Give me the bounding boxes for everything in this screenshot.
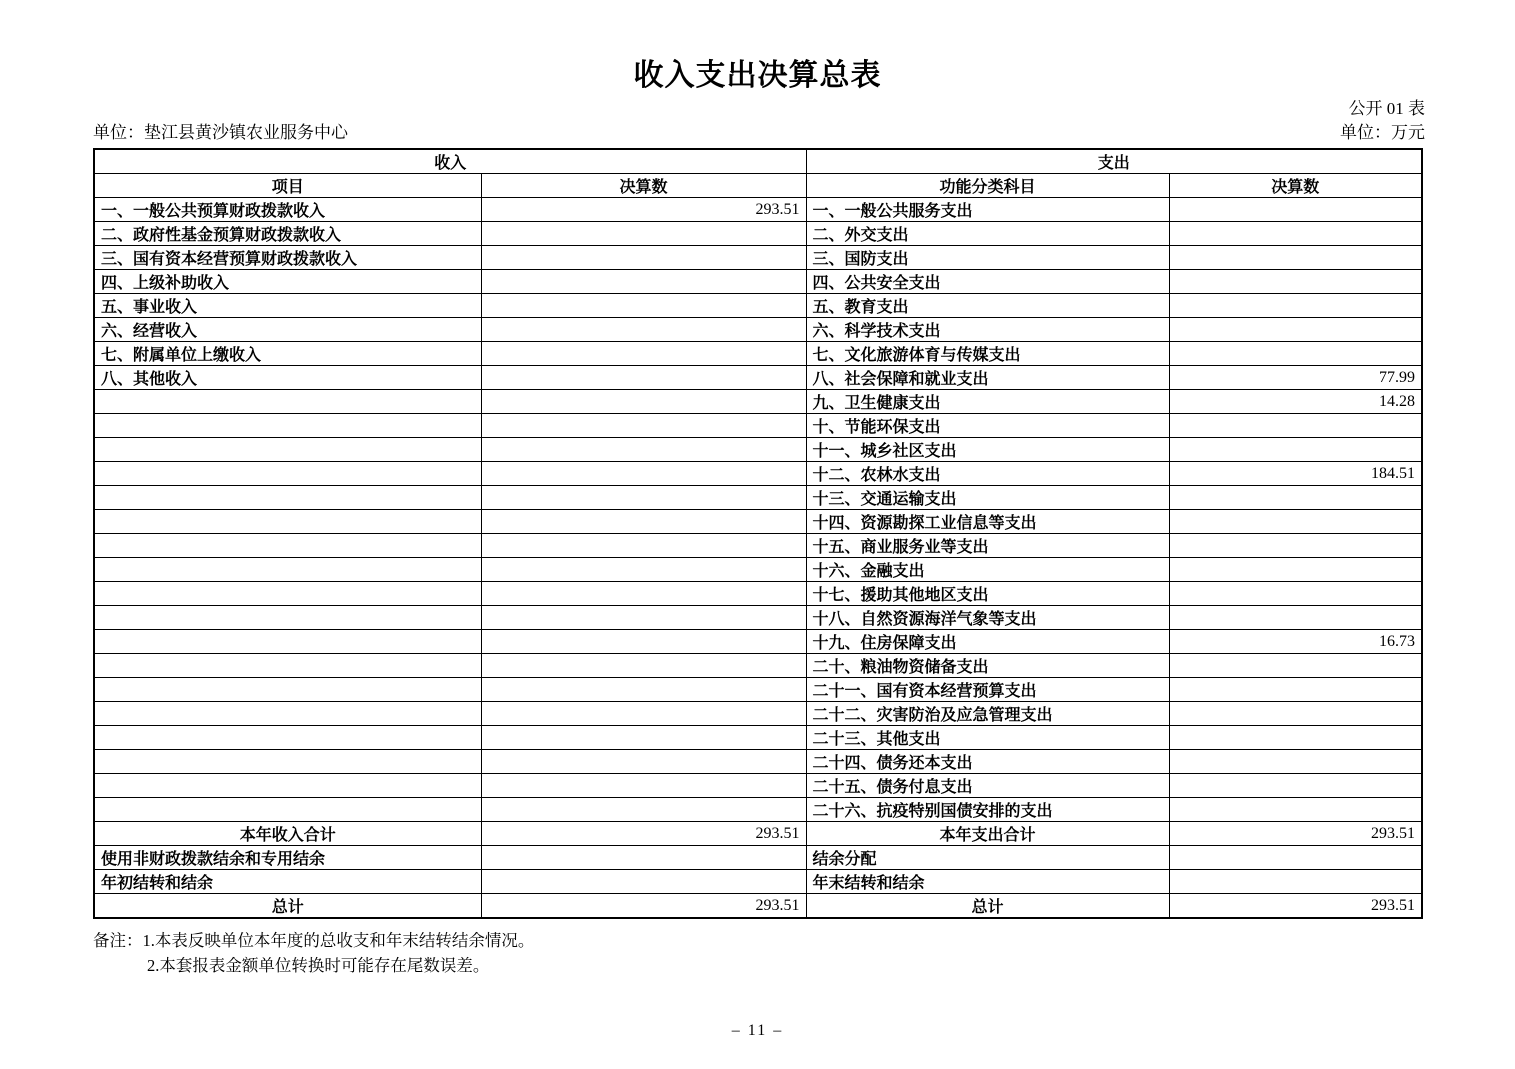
expense-item-cell: 二十二、灾害防治及应急管理支出 bbox=[806, 702, 1169, 726]
table-row bbox=[94, 846, 1422, 870]
income-value-cell: 293.51 bbox=[481, 894, 806, 919]
expense-value-cell bbox=[1169, 486, 1422, 510]
expense-item-cell: 十三、交通运输支出 bbox=[806, 486, 1169, 510]
expense-item-cell: 七、文化旅游体育与传媒支出 bbox=[806, 342, 1169, 366]
section-header-row bbox=[94, 149, 1422, 174]
income-item-cell bbox=[94, 486, 481, 510]
expense-item-cell: 二十五、债务付息支出 bbox=[806, 774, 1169, 798]
table-row bbox=[94, 870, 1422, 894]
expense-item-cell: 二十三、其他支出 bbox=[806, 726, 1169, 750]
table-row bbox=[94, 222, 1422, 246]
table-row bbox=[94, 342, 1422, 366]
income-item-col-header: 项目 bbox=[94, 174, 481, 198]
table-row bbox=[94, 558, 1422, 582]
expense-item-cell: 十九、住房保障支出 bbox=[806, 630, 1169, 654]
table-code: 公开 01 表 bbox=[1348, 99, 1425, 118]
expense-value-cell bbox=[1169, 534, 1422, 558]
table-body bbox=[94, 198, 1422, 919]
income-item-cell bbox=[94, 678, 481, 702]
income-item-cell bbox=[94, 606, 481, 630]
expense-item-cell: 十八、自然资源海洋气象等支出 bbox=[806, 606, 1169, 630]
income-value-cell bbox=[481, 702, 806, 726]
income-value-cell bbox=[481, 558, 806, 582]
unit-measure: 单位：万元 bbox=[1340, 123, 1425, 142]
income-value-cell bbox=[481, 774, 806, 798]
table-row bbox=[94, 198, 1422, 222]
expense-item-cell: 结余分配 bbox=[806, 846, 1169, 870]
income-value-cell: 293.51 bbox=[481, 198, 806, 222]
expense-value-cell bbox=[1169, 870, 1422, 894]
income-value-cell bbox=[481, 630, 806, 654]
expense-value-cell: 293.51 bbox=[1169, 822, 1422, 846]
expense-value-cell bbox=[1169, 438, 1422, 462]
income-item-cell: 五、事业收入 bbox=[94, 294, 481, 318]
income-value-cell bbox=[481, 246, 806, 270]
expense-value-cell: 77.99 bbox=[1169, 366, 1422, 390]
table-row bbox=[94, 894, 1422, 919]
table-row bbox=[94, 318, 1422, 342]
expense-value-cell bbox=[1169, 558, 1422, 582]
income-value-cell bbox=[481, 390, 806, 414]
income-item-cell bbox=[94, 702, 481, 726]
expense-item-cell: 二、外交支出 bbox=[806, 222, 1169, 246]
income-value-cell bbox=[481, 510, 806, 534]
expense-value-cell: 16.73 bbox=[1169, 630, 1422, 654]
income-value-cell bbox=[481, 678, 806, 702]
income-item-cell bbox=[94, 438, 481, 462]
income-item-cell bbox=[94, 798, 481, 822]
expense-value-cell bbox=[1169, 846, 1422, 870]
expense-value-cell bbox=[1169, 678, 1422, 702]
income-value-cell bbox=[481, 438, 806, 462]
table-row bbox=[94, 654, 1422, 678]
expense-value-cell bbox=[1169, 582, 1422, 606]
expense-item-cell: 三、国防支出 bbox=[806, 246, 1169, 270]
table-row bbox=[94, 438, 1422, 462]
note-line-1: 备注：1.本表反映单位本年度的总收支和年末结转结余情况。 bbox=[93, 931, 535, 950]
income-value-cell bbox=[481, 654, 806, 678]
expense-item-cell: 十二、农林水支出 bbox=[806, 462, 1169, 486]
table-row bbox=[94, 774, 1422, 798]
expense-value-cell: 184.51 bbox=[1169, 462, 1422, 486]
income-value-cell bbox=[481, 366, 806, 390]
expense-value-cell bbox=[1169, 510, 1422, 534]
expense-value-cell bbox=[1169, 774, 1422, 798]
income-item-cell bbox=[94, 558, 481, 582]
expense-value-cell bbox=[1169, 294, 1422, 318]
income-item-cell bbox=[94, 534, 481, 558]
expense-value-cell bbox=[1169, 606, 1422, 630]
expense-item-cell: 二十、粮油物资储备支出 bbox=[806, 654, 1169, 678]
income-value-cell bbox=[481, 846, 806, 870]
expense-value-cell bbox=[1169, 342, 1422, 366]
expense-value-col-header: 决算数 bbox=[1169, 174, 1422, 198]
income-value-cell bbox=[481, 726, 806, 750]
expense-value-cell bbox=[1169, 246, 1422, 270]
income-item-cell: 四、上级补助收入 bbox=[94, 270, 481, 294]
expense-item-col-header: 功能分类科目 bbox=[806, 174, 1169, 198]
expense-item-cell: 二十六、抗疫特别国债安排的支出 bbox=[806, 798, 1169, 822]
income-value-cell bbox=[481, 870, 806, 894]
table-row bbox=[94, 750, 1422, 774]
income-value-cell bbox=[481, 222, 806, 246]
expense-item-cell: 二十一、国有资本经营预算支出 bbox=[806, 678, 1169, 702]
table-row bbox=[94, 462, 1422, 486]
income-item-cell bbox=[94, 774, 481, 798]
income-item-cell bbox=[94, 462, 481, 486]
expense-value-cell bbox=[1169, 750, 1422, 774]
expense-item-cell: 十七、援助其他地区支出 bbox=[806, 582, 1169, 606]
notes bbox=[93, 928, 534, 978]
expense-value-cell bbox=[1169, 414, 1422, 438]
table-row bbox=[94, 366, 1422, 390]
expense-item-cell: 年末结转和结余 bbox=[806, 870, 1169, 894]
expense-item-cell: 十六、金融支出 bbox=[806, 558, 1169, 582]
expense-value-cell: 14.28 bbox=[1169, 390, 1422, 414]
income-value-cell bbox=[481, 798, 806, 822]
income-item-cell: 三、国有资本经营预算财政拨款收入 bbox=[94, 246, 481, 270]
table-row bbox=[94, 630, 1422, 654]
expense-value-cell bbox=[1169, 654, 1422, 678]
income-item-cell bbox=[94, 414, 481, 438]
table-row bbox=[94, 534, 1422, 558]
note-line-2: 2.本套报表金额单位转换时可能存在尾数误差。 bbox=[147, 956, 490, 975]
summary-table bbox=[93, 148, 1423, 919]
expense-item-cell: 十、节能环保支出 bbox=[806, 414, 1169, 438]
income-value-cell bbox=[481, 270, 806, 294]
income-value-cell bbox=[481, 606, 806, 630]
table-row bbox=[94, 414, 1422, 438]
expense-item-cell: 二十四、债务还本支出 bbox=[806, 750, 1169, 774]
income-value-cell bbox=[481, 342, 806, 366]
income-value-col-header: 决算数 bbox=[481, 174, 806, 198]
income-value-cell bbox=[481, 582, 806, 606]
table-row bbox=[94, 294, 1422, 318]
expense-value-cell bbox=[1169, 798, 1422, 822]
column-header-row bbox=[94, 174, 1422, 198]
table-row bbox=[94, 246, 1422, 270]
income-item-cell: 总计 bbox=[94, 894, 481, 919]
income-item-cell: 七、附属单位上缴收入 bbox=[94, 342, 481, 366]
table-row bbox=[94, 822, 1422, 846]
expense-value-cell bbox=[1169, 318, 1422, 342]
table-row bbox=[94, 486, 1422, 510]
income-item-cell bbox=[94, 390, 481, 414]
page-number: – 11 – bbox=[731, 1022, 784, 1039]
income-section-header: 收入 bbox=[94, 149, 806, 174]
income-item-cell bbox=[94, 630, 481, 654]
income-value-cell bbox=[481, 294, 806, 318]
expense-item-cell: 本年支出合计 bbox=[806, 822, 1169, 846]
table-row bbox=[94, 726, 1422, 750]
expense-value-cell bbox=[1169, 702, 1422, 726]
unit-name: 单位：垫江县黄沙镇农业服务中心 bbox=[93, 123, 348, 142]
expense-item-cell: 五、教育支出 bbox=[806, 294, 1169, 318]
table-row bbox=[94, 390, 1422, 414]
income-value-cell bbox=[481, 462, 806, 486]
expense-value-cell: 293.51 bbox=[1169, 894, 1422, 919]
income-value-cell bbox=[481, 414, 806, 438]
income-item-cell: 六、经营收入 bbox=[94, 318, 481, 342]
table-row bbox=[94, 270, 1422, 294]
income-item-cell: 本年收入合计 bbox=[94, 822, 481, 846]
expense-item-cell: 八、社会保障和就业支出 bbox=[806, 366, 1169, 390]
income-item-cell bbox=[94, 750, 481, 774]
income-item-cell bbox=[94, 582, 481, 606]
expense-item-cell: 十四、资源勘探工业信息等支出 bbox=[806, 510, 1169, 534]
expense-value-cell bbox=[1169, 270, 1422, 294]
income-item-cell: 一、一般公共预算财政拨款收入 bbox=[94, 198, 481, 222]
expense-value-cell bbox=[1169, 198, 1422, 222]
table-row bbox=[94, 582, 1422, 606]
expense-value-cell bbox=[1169, 726, 1422, 750]
income-value-cell bbox=[481, 534, 806, 558]
expense-item-cell: 十一、城乡社区支出 bbox=[806, 438, 1169, 462]
table-row bbox=[94, 606, 1422, 630]
page-title: 收入支出决算总表 bbox=[633, 59, 882, 92]
expense-section-header: 支出 bbox=[806, 149, 1422, 174]
income-item-cell bbox=[94, 726, 481, 750]
income-item-cell bbox=[94, 510, 481, 534]
expense-value-cell bbox=[1169, 222, 1422, 246]
income-item-cell: 使用非财政拨款结余和专用结余 bbox=[94, 846, 481, 870]
expense-item-cell: 九、卫生健康支出 bbox=[806, 390, 1169, 414]
income-item-cell: 二、政府性基金预算财政拨款收入 bbox=[94, 222, 481, 246]
table-row bbox=[94, 798, 1422, 822]
table-row bbox=[94, 702, 1422, 726]
expense-item-cell: 六、科学技术支出 bbox=[806, 318, 1169, 342]
income-value-cell bbox=[481, 318, 806, 342]
income-value-cell: 293.51 bbox=[481, 822, 806, 846]
expense-item-cell: 总计 bbox=[806, 894, 1169, 919]
table-row bbox=[94, 678, 1422, 702]
table-row bbox=[94, 510, 1422, 534]
income-item-cell: 年初结转和结余 bbox=[94, 870, 481, 894]
income-item-cell bbox=[94, 654, 481, 678]
income-value-cell bbox=[481, 486, 806, 510]
expense-item-cell: 四、公共安全支出 bbox=[806, 270, 1169, 294]
expense-item-cell: 一、一般公共服务支出 bbox=[806, 198, 1169, 222]
income-value-cell bbox=[481, 750, 806, 774]
expense-item-cell: 十五、商业服务业等支出 bbox=[806, 534, 1169, 558]
unit-row bbox=[93, 118, 1425, 143]
income-item-cell: 八、其他收入 bbox=[94, 366, 481, 390]
